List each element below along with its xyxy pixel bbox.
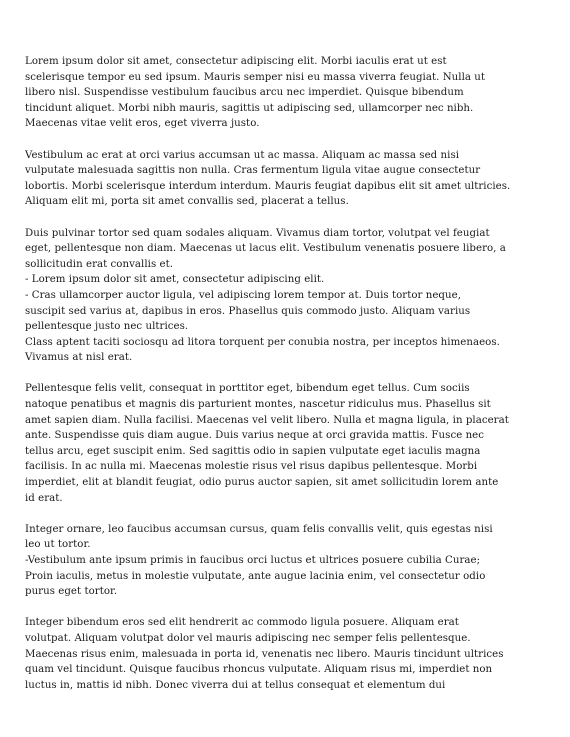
text-line: - Cras ullamcorper auctor ligula, vel adipiscing lorem tempor at. Duis tortor neque, [25,289,461,301]
text-line: scelerisque tempor eu sed ipsum. Mauris semper nisi eu massa viverra feugiat. Nulla ut [25,71,486,83]
text-line: sollicitudin erat convallis et. [25,258,174,270]
paragraph [25,381,545,506]
text-line: ante. Suspendisse quis diam augue. Duis varius neque at orci gravida mattis. Fusce nec [25,430,485,442]
text-line: quam vel tincidunt. Quisque faucibus rhoncus vulputate. Aliquam risus mi, imperdiet non [25,664,493,676]
text-line: imperdiet, elit at blandit feugiat, odio purus auctor sapien, sit amet sollicitudin lorem ante [25,477,499,489]
text-line: Integer ornare, leo faucibus accumsan cursus, quam felis convallis velit, quis egestas nisi [25,523,493,535]
text-line: purus eget tortor. [25,586,118,598]
text-line: Lorem ipsum dolor sit amet, consectetur adipiscing elit. Morbi iaculis erat ut est [25,56,447,67]
text-line: suscipit sed varius at, dapibus in eros. Phasellus quis commodo justo. Aliquam varius [25,305,471,317]
text-line: luctus in, mattis id nibh. Donec viverra dui at tellus consequat et elementum dui [25,679,446,691]
paragraph [25,226,545,366]
text-line: tellus arcu, eget suscipit enim. Sed sagittis odio in sapien vulputate eget iaculis magna [25,445,481,457]
text-line: Aliquam elit mi, porta sit amet convallis sed, placerat a tellus. [25,196,349,208]
paragraph [25,148,545,210]
text-line: leo ut tortor. [25,539,91,551]
text-line: Vivamus at nisl erat. [25,352,133,364]
text-line: libero nisl. Suspendisse vestibulum faucibus arcu nec imperdiet. Quisque bibendum [25,87,464,99]
text-line: lobortis. Morbi scelerisque interdum interdum. Mauris feugiat dapibus elit sit amet ultricies. [25,180,511,192]
paragraph [25,54,545,132]
text-line: natoque penatibus et magnis dis parturient montes, nascetur ridiculus mus. Phasellus sit [25,399,491,411]
text-line: - Lorem ipsum dolor sit amet, consectetur adipiscing elit. [25,274,325,286]
document-body [25,54,545,693]
text-line: facilisis. In ac nulla mi. Maecenas molestie risus vel risus dapibus pellentesque. Morbi [25,461,478,473]
text-line: Integer bibendum eros sed elit hendrerit ac commodo ligula posuere. Aliquam erat [25,617,459,629]
text-line: id erat. [25,492,63,504]
text-line: tincidunt aliquet. Morbi nibh mauris, sagittis ut adipiscing sed, ullamcorper nec nibh. [25,102,474,114]
text-line: volutpat. Aliquam volutpat dolor vel mauris adipiscing nec semper felis pellentesque. [25,632,471,644]
text-line: Maecenas vitae velit eros, eget viverra justo. [25,118,260,130]
text-line: Vestibulum ac erat at orci varius accumsan ut ac massa. Aliquam ac massa sed nisi [25,149,460,161]
text-line: Duis pulvinar tortor sed quam sodales aliquam. Vivamus diam tortor, volutpat vel feugiat [25,227,490,239]
text-line: Maecenas risus enim, malesuada in porta id, venenatis nec libero. Mauris tincidunt ultrices [25,648,504,660]
text-line: -Vestibulum ante ipsum primis in faucibus orci luctus et ultrices posuere cubilia Curae; [25,555,481,566]
text-line: pellentesque justo nec ultrices. [25,321,189,333]
text-line: vulputate malesuada sagittis non nulla. Cras fermentum ligula vitae augue consectetur [25,165,481,177]
paragraph [25,522,545,600]
text-line: Pellentesque felis velit, consequat in porttitor eget, bibendum eget tellus. Cum sociis [25,383,470,395]
text-line: eget, pellentesque non diam. Maecenas ut lacus elit. Vestibulum venenatis posuere libero, a [25,243,506,255]
paragraph [25,615,545,693]
text-line: Proin iaculis, metus in molestie vulputate, ante augue lacinia enim, vel consectetur odio [25,570,486,582]
text-line: amet sapien diam. Nulla facilisi. Maecenas vel velit libero. Nulla et magna ligula, in placerat [25,414,509,426]
text-line: Class aptent taciti sociosqu ad litora torquent per conubia nostra, per inceptos himenaeos. [25,336,500,348]
